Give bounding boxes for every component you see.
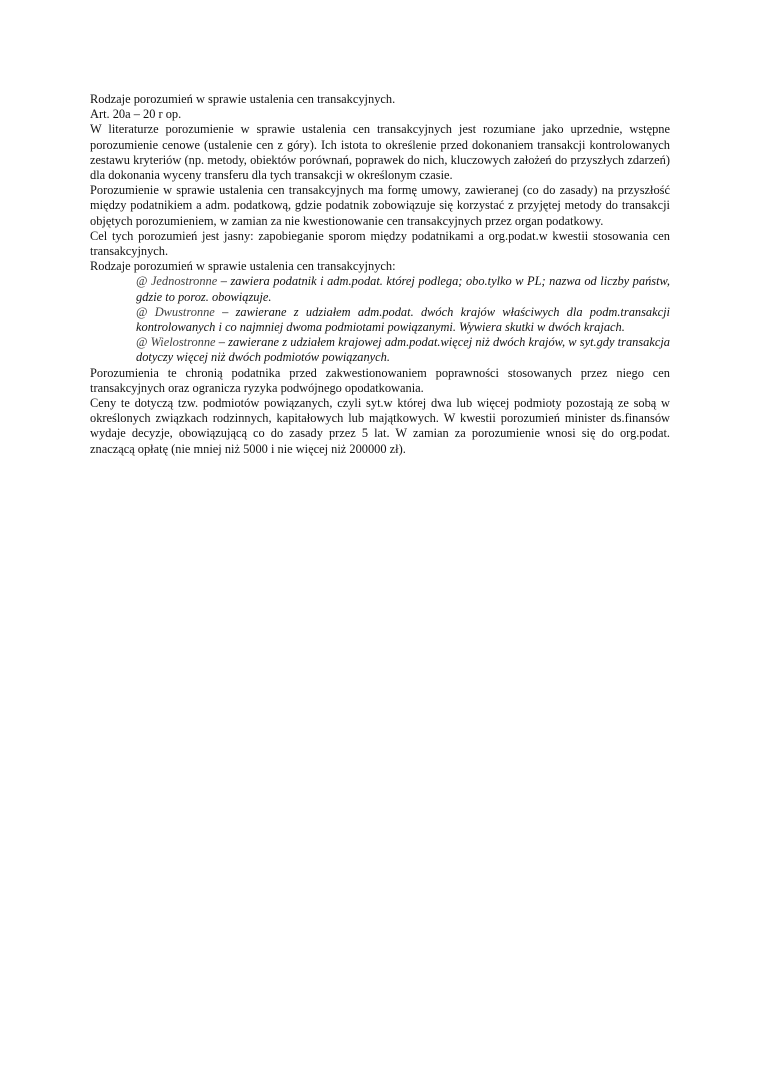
type-description: – zawierane z udziałem krajowej adm.podat.więcej niż dwóch krajów, w syt.gdy transakcja dotyczy więcej niż dwóch podmiotów powiązanych. bbox=[136, 335, 670, 365]
at-marker-icon: @ bbox=[136, 274, 148, 289]
type-name: Jednostronne bbox=[150, 274, 218, 289]
paragraph-definition: W literaturze porozumienie w sprawie ustalenia cen transakcyjnych jest rozumiane jako uprzednie, wstępne porozumienie cenowe (ustalenie cen z góry). Ich istota to określenie przed dokonaniem transakcji kontrolowanych zestawu kryteriów (np. metody, obiektów porównań, poprawek do nich, kluczowych założeń do przyszłych zdarzeń) dla dokonania wyceny transferu dla tych transakcji w określonym czasie. bbox=[90, 122, 670, 183]
at-marker-icon: @ bbox=[136, 335, 148, 350]
paragraph-protection: Porozumienia te chronią podatnika przed zakwestionowaniem poprawności stosowanych przez niego cen transakcyjnych oraz ogranicza ryzyka podwójnego opodatkowania. bbox=[90, 365, 670, 395]
types-list bbox=[90, 274, 670, 365]
article-reference: Art. 20a – 20 r op. bbox=[90, 107, 182, 122]
document-title: Rodzaje porozumień w sprawie ustalenia cen transakcyjnych. bbox=[90, 92, 396, 106]
paragraph-form: Porozumienie w sprawie ustalenia cen transakcyjnych ma formę umowy, zawieranej (co do zasady) na przyszłość między podatnikiem a adm. podatkową, gdzie podatnik zobowiązuje się korzystać z przyjętej metody do transakcji objętych porozumieniem, w zamian za nie kwestionowanie cen transakcyjnych przez organ podatkowy. bbox=[90, 183, 670, 228]
type-name: Dwustronne bbox=[154, 304, 215, 319]
paragraph-purpose: Cel tych porozumień jest jasny: zapobieganie sporom między podatnikami a org.podat.w kwestii stosowania cen transakcyjnych. bbox=[90, 228, 670, 259]
list-item bbox=[90, 305, 670, 335]
type-description: – zawierane z udziałem adm.podat. dwóch krajów właściwych dla podm.transakcji kontrolowanych i co najmniej dwoma podmiotami powiązanymi. Wywiera skutki w dwóch krajach. bbox=[136, 304, 670, 335]
type-name: Wielostronne bbox=[150, 335, 216, 350]
paragraph-related-entities: Ceny te dotyczą tzw. podmiotów powiązanych, czyli syt.w której dwa lub więcej podmioty pozostają ze sobą w określonych związkach rodzinnych, kapitałowych lub majątkowych. W kwestii porozumień minister ds.finansów wydaje decyzje, obowiązującą co do zasady przez 5 lat. W zamian za porozumienie wnosi się do org.podat. znaczącą opłatę (nie mniej niż 5000 i nie więcej niż 200000 zł). bbox=[90, 396, 670, 456]
document-body bbox=[90, 92, 670, 457]
type-description: – zawiera podatnik i adm.podat. której podlega; obo.tylko w PL; nazwa od liczby państw, gdzie to poroz. obowiązuje. bbox=[136, 274, 670, 304]
list-item bbox=[90, 335, 670, 365]
list-item bbox=[90, 274, 670, 304]
at-marker-icon: @ bbox=[136, 304, 148, 319]
paragraph-types-heading: Rodzaje porozumień w sprawie ustalenia cen transakcyjnych: bbox=[90, 259, 396, 274]
